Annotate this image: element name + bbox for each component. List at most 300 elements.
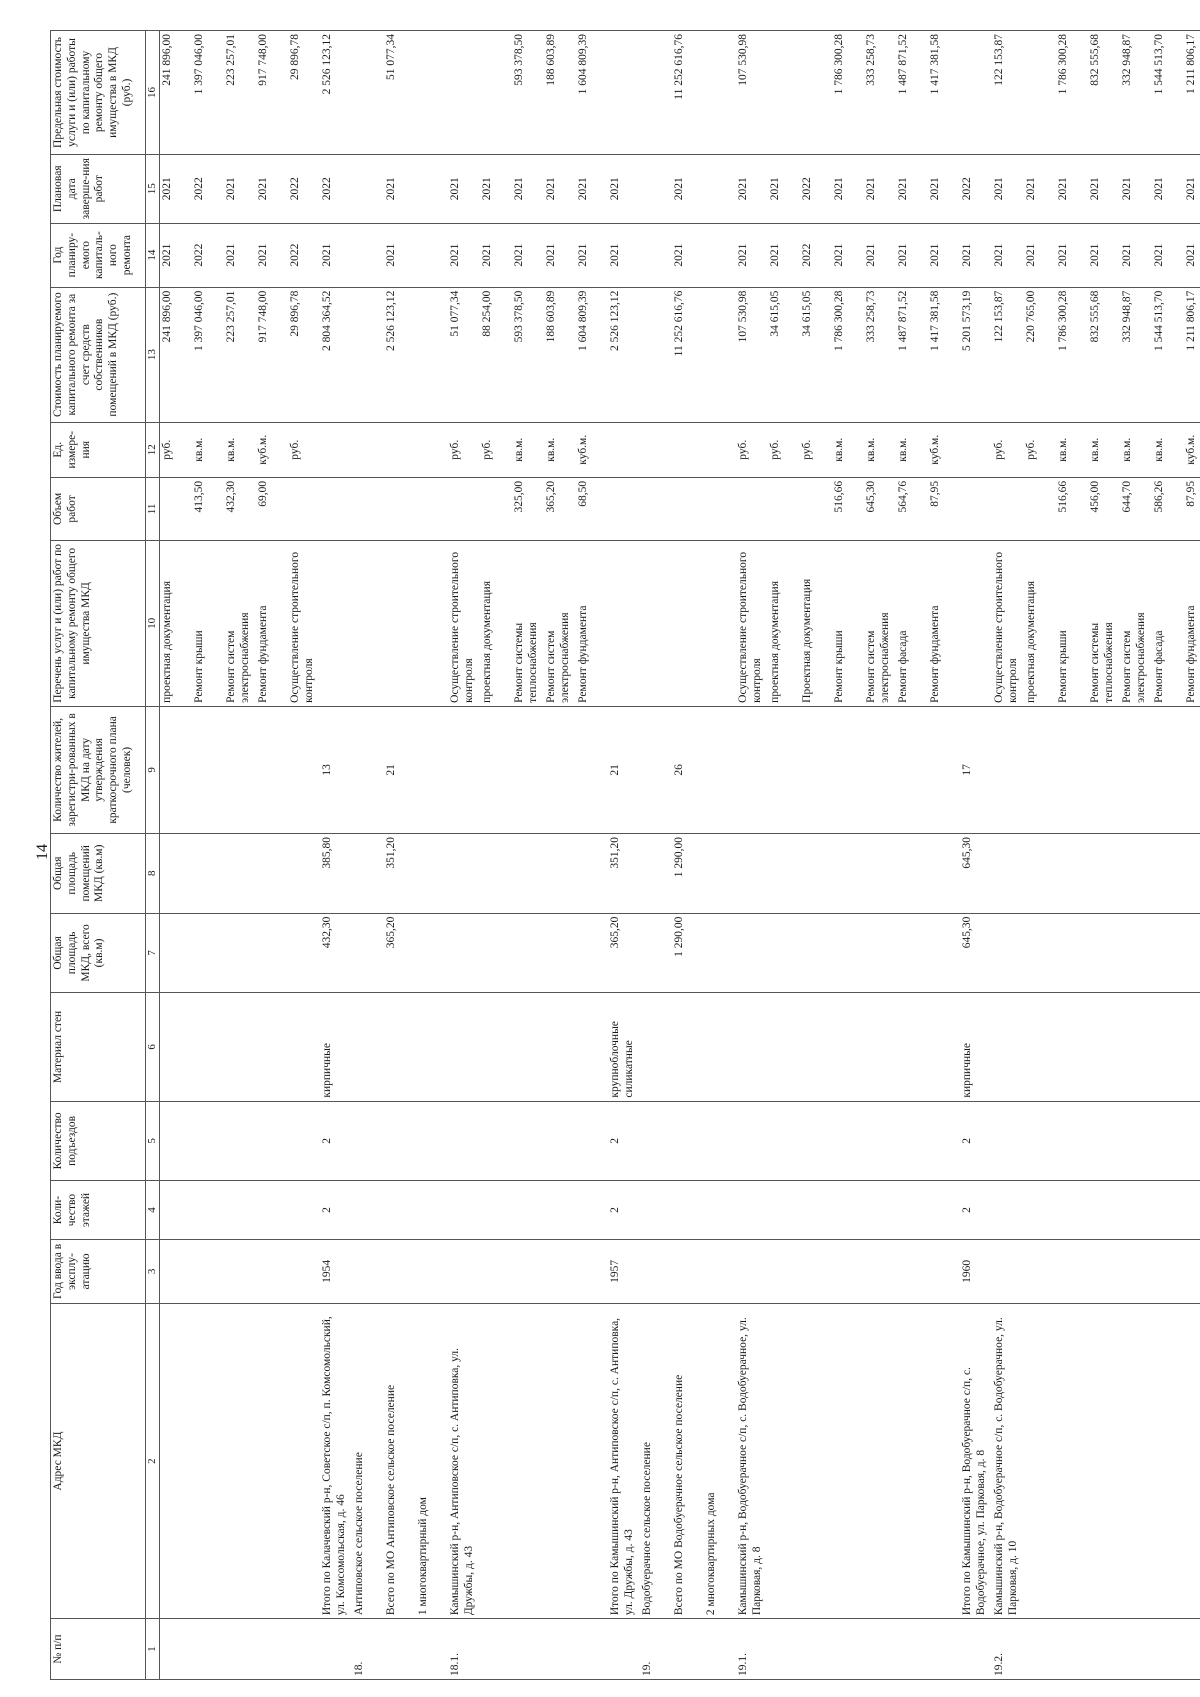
table-cell <box>672 1181 704 1240</box>
table-cell <box>480 31 512 155</box>
table-cell: 2021 <box>960 223 992 287</box>
table-cell: 2021 <box>1120 154 1152 223</box>
table-cell <box>704 540 736 706</box>
table-cell <box>992 993 1024 1101</box>
table-cell <box>320 1619 352 1680</box>
table-cell: 2021 <box>768 223 800 287</box>
table-cell: 1 211 806,17 <box>1184 31 1200 155</box>
table-cell: 21 <box>608 706 640 833</box>
table-cell <box>448 706 480 833</box>
table-cell: куб.м. <box>1184 422 1200 477</box>
table-cell: 1957 <box>608 1239 640 1303</box>
table-cell: Ремонт системы теплоснабжения <box>512 540 544 706</box>
table-cell: 593 378,50 <box>512 31 544 155</box>
table-cell: кв.м. <box>544 422 576 477</box>
table-cell <box>640 1239 672 1303</box>
table-cell <box>832 1239 864 1303</box>
table-cell: 2 <box>320 1101 352 1181</box>
table-row <box>1152 31 1184 1680</box>
table-cell: Камышинский р-н, Водобуерачное с/п, с. Водобуерачное, ул. Парковая, д. 8 <box>736 1303 768 1618</box>
capital-repair-table <box>50 30 1200 1680</box>
table-cell <box>288 993 320 1101</box>
table-cell: Ремонт крыши <box>832 540 864 706</box>
table-cell <box>480 913 512 993</box>
table-cell <box>1056 833 1088 913</box>
table-cell <box>1056 1239 1088 1303</box>
table-cell <box>352 422 384 477</box>
table-cell <box>160 1181 193 1240</box>
table-cell <box>672 422 704 477</box>
table-cell <box>224 1239 256 1303</box>
table-cell: 2021 <box>864 154 896 223</box>
table-cell <box>352 540 384 706</box>
column-number-row <box>146 31 160 1680</box>
table-cell: Ремонт фундамента <box>928 540 960 706</box>
header-cell: Общая площадь помещений МКД (кв.м) <box>51 833 146 913</box>
table-cell <box>1184 833 1200 913</box>
table-cell <box>1056 913 1088 993</box>
table-cell <box>864 913 896 993</box>
column-number-cell: 3 <box>146 1239 160 1303</box>
table-cell: кв.м. <box>864 422 896 477</box>
table-cell <box>896 1101 928 1181</box>
table-cell <box>416 993 448 1101</box>
table-cell <box>1184 1101 1200 1181</box>
table-cell <box>448 1101 480 1181</box>
table-cell <box>1088 993 1120 1101</box>
table-cell: 19.1. <box>736 1619 768 1680</box>
table-cell: 21 <box>384 706 416 833</box>
table-cell <box>256 1181 288 1240</box>
table-cell <box>416 287 448 422</box>
table-cell <box>640 833 672 913</box>
table-cell: 333 258,73 <box>864 31 896 155</box>
table-cell <box>896 833 928 913</box>
table-cell: Всего по МО Антиповское сельское поселение <box>384 1303 416 1618</box>
table-cell: Осуществление строительного контроля <box>448 540 480 706</box>
table-row <box>448 31 480 1680</box>
table-cell: 2021 <box>480 154 512 223</box>
table-cell: Итого по Калачевский р-н, Советское с/п, п. Комсомольский, ул. Комсомольская, д. 46 <box>320 1303 352 1618</box>
table-cell: 2021 <box>576 223 608 287</box>
table-cell <box>480 833 512 913</box>
table-row <box>384 31 416 1680</box>
table-cell: Ремонт фасада <box>1152 540 1184 706</box>
table-cell <box>352 706 384 833</box>
table-cell: 1 487 871,52 <box>896 287 928 422</box>
header-cell: Предельная стоимость услуги и (или) работы по капитальному ремонту общего имущества в МКД (руб.) <box>51 31 146 155</box>
table-cell: 19. <box>640 1619 672 1680</box>
table-cell <box>1024 913 1056 993</box>
table-row <box>480 31 512 1680</box>
table-cell <box>1088 1101 1120 1181</box>
table-cell <box>160 1239 193 1303</box>
table-cell: 2022 <box>320 154 352 223</box>
table-cell: 34 615,05 <box>800 287 832 422</box>
table-cell <box>928 1303 960 1618</box>
table-cell <box>192 913 224 993</box>
table-cell: 1 многоквартирный дом <box>416 1303 448 1618</box>
table-cell <box>1088 1239 1120 1303</box>
table-cell: кв.м. <box>1120 422 1152 477</box>
table-cell <box>352 833 384 913</box>
table-cell: кв.м. <box>192 422 224 477</box>
table-cell <box>224 706 256 833</box>
table-cell <box>192 1303 224 1618</box>
table-cell <box>1088 833 1120 913</box>
table-cell <box>224 993 256 1101</box>
table-cell <box>896 1303 928 1618</box>
table-cell <box>416 477 448 540</box>
table-row <box>576 31 608 1680</box>
table-cell: 1 211 806,17 <box>1184 287 1200 422</box>
table-cell <box>768 913 800 993</box>
table-cell: 1 604 809,39 <box>576 31 608 155</box>
table-cell <box>576 706 608 833</box>
table-cell <box>800 1239 832 1303</box>
table-cell <box>512 1303 544 1618</box>
table-row <box>800 31 832 1680</box>
table-cell <box>640 154 672 223</box>
table-cell <box>640 913 672 993</box>
table-cell <box>832 993 864 1101</box>
table-cell <box>864 993 896 1101</box>
table-row <box>672 31 704 1680</box>
table-cell <box>352 1239 384 1303</box>
table-cell <box>896 993 928 1101</box>
column-number-cell: 7 <box>146 913 160 993</box>
table-cell: Осуществление строительного контроля <box>288 540 320 706</box>
table-cell <box>320 477 352 540</box>
table-cell: 432,30 <box>320 913 352 993</box>
table-cell <box>160 477 193 540</box>
table-cell: 2 многоквартирных дома <box>704 1303 736 1618</box>
table-cell <box>704 706 736 833</box>
table-cell <box>1088 1303 1120 1618</box>
table-cell: 223 257,01 <box>224 31 256 155</box>
table-cell: 1 417 381,58 <box>928 31 960 155</box>
table-cell <box>1184 1303 1200 1618</box>
table-cell: 2021 <box>864 223 896 287</box>
table-cell: 1 397 046,00 <box>192 31 224 155</box>
table-cell: 2021 <box>1152 223 1184 287</box>
table-cell <box>768 1619 800 1680</box>
table-cell: 2021 <box>992 223 1024 287</box>
table-cell <box>704 993 736 1101</box>
table-cell <box>736 913 768 993</box>
table-cell <box>352 31 384 155</box>
table-cell <box>992 1239 1024 1303</box>
table-cell: 917 748,00 <box>256 31 288 155</box>
table-cell <box>1184 1619 1200 1680</box>
table-cell <box>160 1619 193 1680</box>
table-cell: 2022 <box>288 154 320 223</box>
table-cell: 2021 <box>1056 154 1088 223</box>
table-cell <box>800 31 832 155</box>
table-cell: Ремонт фундамента <box>1184 540 1200 706</box>
table-cell <box>288 706 320 833</box>
table-cell <box>800 477 832 540</box>
header-cell: Плановая дата заверше-ния работ <box>51 154 146 223</box>
table-cell <box>1088 706 1120 833</box>
column-number-cell: 15 <box>146 154 160 223</box>
table-cell <box>192 993 224 1101</box>
table-cell <box>448 31 480 155</box>
table-cell: 2 <box>608 1101 640 1181</box>
table-cell: 122 153,87 <box>992 31 1024 155</box>
table-cell <box>768 477 800 540</box>
table-cell <box>672 540 704 706</box>
table-cell: 1 786 300,28 <box>1056 31 1088 155</box>
table-cell: 107 530,98 <box>736 287 768 422</box>
table-cell <box>160 913 193 993</box>
table-cell <box>1120 1239 1152 1303</box>
table-cell: 2022 <box>800 154 832 223</box>
table-cell <box>640 223 672 287</box>
table-cell <box>1120 1181 1152 1240</box>
table-cell <box>544 1181 576 1240</box>
table-cell: Ремонт фундамента <box>576 540 608 706</box>
table-cell <box>800 706 832 833</box>
table-cell <box>704 154 736 223</box>
table-cell: 241 896,00 <box>160 287 193 422</box>
column-number-cell: 1 <box>146 1619 160 1680</box>
table-cell <box>832 1101 864 1181</box>
table-cell: 2021 <box>160 154 193 223</box>
table-cell <box>960 422 992 477</box>
header-cell: Стоимость планируемого капитального ремонта за счет средств собственников помещений в МКД (руб.) <box>51 287 146 422</box>
table-cell <box>896 1239 928 1303</box>
table-cell <box>480 993 512 1101</box>
table-cell: Проектная документация <box>800 540 832 706</box>
table-cell <box>640 477 672 540</box>
table-cell <box>960 540 992 706</box>
table-cell <box>1184 706 1200 833</box>
table-cell: кв.м. <box>224 422 256 477</box>
table-cell <box>256 993 288 1101</box>
table-cell <box>480 706 512 833</box>
table-cell <box>576 1303 608 1618</box>
table-cell: 2021 <box>608 154 640 223</box>
table-cell: 29 896,78 <box>288 287 320 422</box>
table-cell <box>1184 913 1200 993</box>
table-row <box>768 31 800 1680</box>
table-cell <box>576 1239 608 1303</box>
table-cell: кирпичные <box>960 993 992 1101</box>
table-cell <box>416 833 448 913</box>
table-cell: 1 417 381,58 <box>928 287 960 422</box>
table-cell <box>512 833 544 913</box>
table-cell <box>512 1619 544 1680</box>
table-cell: Камышинский р-н, Антиповское с/п, с. Антиповка, ул. Дружбы, д. 43 <box>448 1303 480 1618</box>
table-cell <box>544 706 576 833</box>
table-row <box>544 31 576 1680</box>
table-cell <box>192 1619 224 1680</box>
table-cell <box>352 913 384 993</box>
table-cell <box>512 1181 544 1240</box>
table-cell: 456,00 <box>1088 477 1120 540</box>
table-row <box>864 31 896 1680</box>
table-cell <box>640 31 672 155</box>
column-number-cell: 4 <box>146 1181 160 1240</box>
table-cell <box>352 154 384 223</box>
table-cell <box>832 1619 864 1680</box>
table-cell: 2021 <box>256 154 288 223</box>
table-cell <box>1152 993 1184 1101</box>
table-cell: 832 555,68 <box>1088 31 1120 155</box>
table-cell: 223 257,01 <box>224 287 256 422</box>
table-cell <box>896 1619 928 1680</box>
table-cell: руб. <box>480 422 512 477</box>
table-cell: 2021 <box>1152 154 1184 223</box>
table-cell <box>800 1303 832 1618</box>
table-cell <box>192 1239 224 1303</box>
table-cell <box>256 1303 288 1618</box>
table-cell: Итого по Камышинский р-н, Водобуерачное с/п, с. Водобуерачное, ул. Парковая, д. 8 <box>960 1303 992 1618</box>
table-cell <box>992 1181 1024 1240</box>
table-cell: 241 896,00 <box>160 31 193 155</box>
table-cell: 644,70 <box>1120 477 1152 540</box>
table-cell <box>1024 1239 1056 1303</box>
table-cell <box>256 913 288 993</box>
table-cell <box>704 1181 736 1240</box>
table-cell <box>224 1101 256 1181</box>
table-cell <box>416 154 448 223</box>
table-cell: проектная документация <box>160 540 193 706</box>
header-cell: Ед. измере-ния <box>51 422 146 477</box>
table-cell <box>1152 1181 1184 1240</box>
table-cell <box>768 1181 800 1240</box>
table-row <box>224 31 256 1680</box>
table-cell: 2021 <box>1184 154 1200 223</box>
table-cell: Ремонт систем электроснабжения <box>544 540 576 706</box>
table-cell: 2021 <box>736 223 768 287</box>
table-cell: 2021 <box>512 223 544 287</box>
table-cell: кв.м. <box>512 422 544 477</box>
table-cell <box>480 1303 512 1618</box>
table-cell: 2021 <box>768 154 800 223</box>
table-cell <box>352 477 384 540</box>
table-cell: Камышинский р-н, Водобуерачное с/п, с. Водобуерачное, ул. Парковая, д. 10 <box>992 1303 1024 1618</box>
table-cell <box>352 223 384 287</box>
table-cell: 645,30 <box>864 477 896 540</box>
column-number-cell: 9 <box>146 706 160 833</box>
table-cell <box>448 1181 480 1240</box>
table-cell <box>320 422 352 477</box>
table-cell <box>1184 1181 1200 1240</box>
table-cell <box>416 223 448 287</box>
table-cell: 385,80 <box>320 833 352 913</box>
table-cell <box>704 913 736 993</box>
table-cell <box>928 1619 960 1680</box>
table-cell: куб.м. <box>576 422 608 477</box>
table-cell <box>1120 1101 1152 1181</box>
table-cell <box>608 540 640 706</box>
table-cell: 1 544 513,70 <box>1152 31 1184 155</box>
table-cell <box>288 1303 320 1618</box>
table-cell: Ремонт системы теплоснабжения <box>1088 540 1120 706</box>
table-cell: 365,20 <box>608 913 640 993</box>
column-number-cell: 10 <box>146 540 160 706</box>
table-cell <box>480 1239 512 1303</box>
table-row <box>1184 31 1200 1680</box>
table-cell: руб. <box>800 422 832 477</box>
table-cell <box>384 1181 416 1240</box>
table-cell <box>448 477 480 540</box>
header-cell: Количество подъездов <box>51 1101 146 1181</box>
table-cell: 1 786 300,28 <box>1056 287 1088 422</box>
table-cell: руб. <box>1024 422 1056 477</box>
table-cell: 1 290,00 <box>672 833 704 913</box>
table-cell <box>640 540 672 706</box>
header-cell: № п/п <box>51 1619 146 1680</box>
table-row <box>512 31 544 1680</box>
table-cell <box>224 1181 256 1240</box>
table-cell: 1 786 300,28 <box>832 31 864 155</box>
table-cell <box>640 422 672 477</box>
table-cell: 2021 <box>448 223 480 287</box>
table-cell <box>832 706 864 833</box>
table-cell <box>416 1101 448 1181</box>
table-cell <box>960 1619 992 1680</box>
table-cell <box>1024 1101 1056 1181</box>
table-row <box>704 31 736 1680</box>
table-cell: 413,50 <box>192 477 224 540</box>
table-cell <box>832 913 864 993</box>
table-cell <box>672 477 704 540</box>
table-row <box>736 31 768 1680</box>
table-cell <box>928 1101 960 1181</box>
table-cell: кирпичные <box>320 993 352 1101</box>
table-cell <box>224 1619 256 1680</box>
table-row <box>832 31 864 1680</box>
table-cell: 2021 <box>1056 223 1088 287</box>
table-cell <box>1024 31 1056 155</box>
table-cell: 332 948,87 <box>1120 287 1152 422</box>
table-cell: Осуществление строительного контроля <box>736 540 768 706</box>
table-cell: 351,20 <box>384 833 416 913</box>
table-cell <box>704 1239 736 1303</box>
table-cell <box>224 833 256 913</box>
table-cell: 2021 <box>544 223 576 287</box>
table-cell <box>576 1101 608 1181</box>
table-cell: 365,20 <box>384 913 416 993</box>
table-cell <box>672 993 704 1101</box>
table-cell <box>1056 1303 1088 1618</box>
table-cell <box>480 1619 512 1680</box>
table-cell <box>736 1239 768 1303</box>
table-cell <box>608 422 640 477</box>
table-cell: 2021 <box>256 223 288 287</box>
table-cell: 564,76 <box>896 477 928 540</box>
column-number-cell: 2 <box>146 1303 160 1618</box>
table-cell <box>1024 1181 1056 1240</box>
table-cell <box>256 1101 288 1181</box>
table-cell: 2021 <box>1088 154 1120 223</box>
column-number-cell: 5 <box>146 1101 160 1181</box>
table-cell <box>960 31 992 155</box>
table-cell <box>192 706 224 833</box>
table-cell: 87,95 <box>1184 477 1200 540</box>
table-cell: 2021 <box>608 223 640 287</box>
table-cell <box>384 993 416 1101</box>
table-cell <box>160 993 193 1101</box>
table-cell: 220 765,00 <box>1024 287 1056 422</box>
table-cell: руб. <box>288 422 320 477</box>
column-number-cell: 8 <box>146 833 160 913</box>
table-cell <box>640 706 672 833</box>
table-cell: 2021 <box>448 154 480 223</box>
